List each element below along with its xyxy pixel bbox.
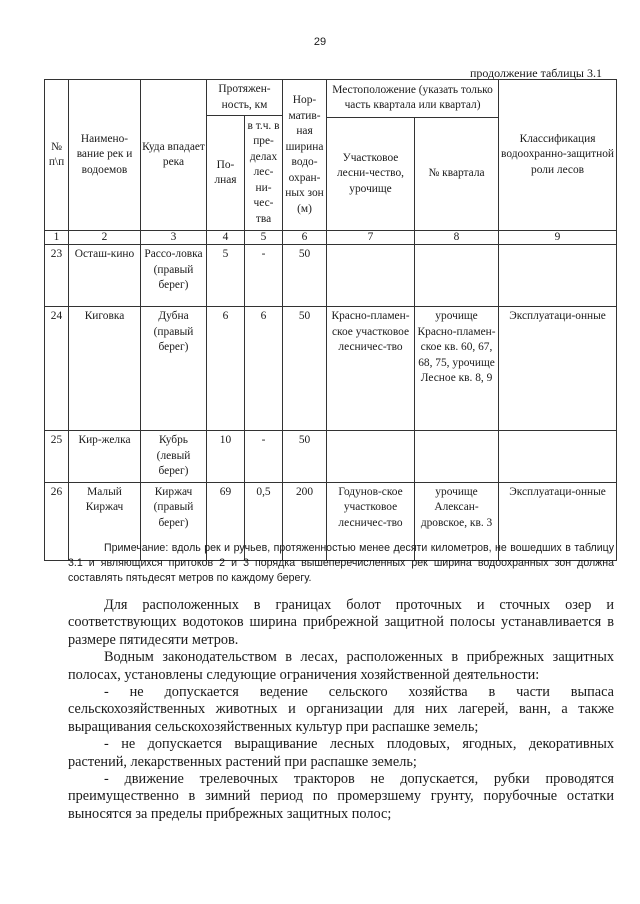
table-row <box>45 431 617 483</box>
column-number: 1 <box>45 231 69 245</box>
row-district: Годунов-ское участковое лесничес-тво <box>327 482 415 560</box>
paragraph: Для расположенных в границах болот проточных и сточных озер и соответствующих водотоков ширина прибрежной защитной полосы устанавливается в размере пятидесяти метров. <box>68 597 614 648</box>
row-name: Осташ-кино <box>69 245 141 307</box>
column-number: 9 <box>499 231 617 245</box>
header-name: Наимено-вание рек и водоемов <box>69 80 141 231</box>
row-district: Красно-пламен-ское участковое лесничес-тво <box>327 307 415 431</box>
row-flows: Дубна (правый берег) <box>141 307 207 431</box>
paragraph: - движение трелевочных тракторов не допускается, рубки проводятся преимущественно в зимний период по промерзшему грунту, порубочные остатки выносятся за пределы прибрежных защитных полос; <box>68 771 614 822</box>
header-district: Участковое лесни-чество, урочище <box>327 117 415 231</box>
row-num: 23 <box>45 245 69 307</box>
row-district <box>327 431 415 483</box>
row-flows: Рассо-ловка (правый берег) <box>141 245 207 307</box>
row-length-full: 6 <box>207 307 245 431</box>
column-number: 4 <box>207 231 245 245</box>
column-number: 7 <box>327 231 415 245</box>
row-classification <box>499 431 617 483</box>
column-number: 6 <box>283 231 327 245</box>
row-width: 200 <box>283 482 327 560</box>
row-length-forest: - <box>245 431 283 483</box>
header-length-forest: в т.ч. в пре-делах лес-ни-чес-тва <box>245 116 283 231</box>
paragraph: Водным законодательством в лесах, расположенных в прибрежных защитных полосах, установлены следующие ограничения хозяйственной деятельности: <box>68 649 614 683</box>
row-quarter: урочище Алексан-дровское, кв. 3 <box>415 482 499 560</box>
row-width: 50 <box>283 307 327 431</box>
paragraph: - не допускается ведение сельского хозяйства в части выпаса сельскохозяйственных животных и организации для них лагерей, ванн, а также выращивания сельскохозяйственных культур при распашке земель; <box>68 684 614 735</box>
row-flows: Кубрь (левый берег) <box>141 431 207 483</box>
table-row <box>45 245 617 307</box>
row-length-forest: - <box>245 245 283 307</box>
header-quarter: № квартала <box>415 117 499 231</box>
column-number: 2 <box>69 231 141 245</box>
paragraph: - не допускается выращивание лесных плодовых, ягодных, декоративных растений, лекарственных растений при распашке земель; <box>68 736 614 770</box>
page-number: 29 <box>313 36 327 48</box>
water-protection-table <box>44 79 617 561</box>
header-location-group: Местоположение (указать только часть квартала или квартал) <box>327 80 499 118</box>
row-num: 24 <box>45 307 69 431</box>
header-flows: Куда впадает река <box>141 80 207 231</box>
row-length-full: 10 <box>207 431 245 483</box>
row-length-forest: 0,5 <box>245 482 283 560</box>
row-name: Киговка <box>69 307 141 431</box>
column-number-row <box>45 231 617 245</box>
body-text <box>68 597 614 823</box>
row-length-full: 69 <box>207 482 245 560</box>
row-classification: Эксплуатаци-онные <box>499 482 617 560</box>
row-length-forest: 6 <box>245 307 283 431</box>
table-header-row <box>45 80 617 116</box>
table-note: Примечание: вдоль рек и ручьев, протяженностью менее десяти километров, не вошедших в таблицу 3.1 и являющихся притоков 2 и 3 порядка вышеперечисленных рек ширина водоохранных зон должна составлять пятьдесят метров по каждому берегу. <box>68 542 614 584</box>
column-number: 5 <box>245 231 283 245</box>
row-num: 25 <box>45 431 69 483</box>
row-quarter <box>415 431 499 483</box>
row-flows: Киржач (правый берег) <box>141 482 207 560</box>
header-width: Нор-матив-ная ширина водо-охран-ных зон (м) <box>283 80 327 231</box>
row-name: Кир-желка <box>69 431 141 483</box>
table-continuation-caption: продолжение таблицы 3.1 <box>469 66 602 80</box>
column-number: 8 <box>415 231 499 245</box>
table-row <box>45 307 617 431</box>
row-district <box>327 245 415 307</box>
row-classification: Эксплуатаци-онные <box>499 307 617 431</box>
row-name: Малый Киржач <box>69 482 141 560</box>
row-width: 50 <box>283 245 327 307</box>
row-width: 50 <box>283 431 327 483</box>
row-quarter: урочище Красно-пламен-ское кв. 60, 67, 68, 75, урочище Лесное кв. 8, 9 <box>415 307 499 431</box>
row-num: 26 <box>45 482 69 560</box>
row-length-full: 5 <box>207 245 245 307</box>
header-classification: Классификация водоохранно-защитной роли лесов <box>499 80 617 231</box>
row-quarter <box>415 245 499 307</box>
row-classification <box>499 245 617 307</box>
header-length-full: По-лная <box>207 116 245 231</box>
header-num: № п\п <box>45 80 69 231</box>
header-length-group: Протяжен-ность, км <box>207 80 283 116</box>
column-number: 3 <box>141 231 207 245</box>
